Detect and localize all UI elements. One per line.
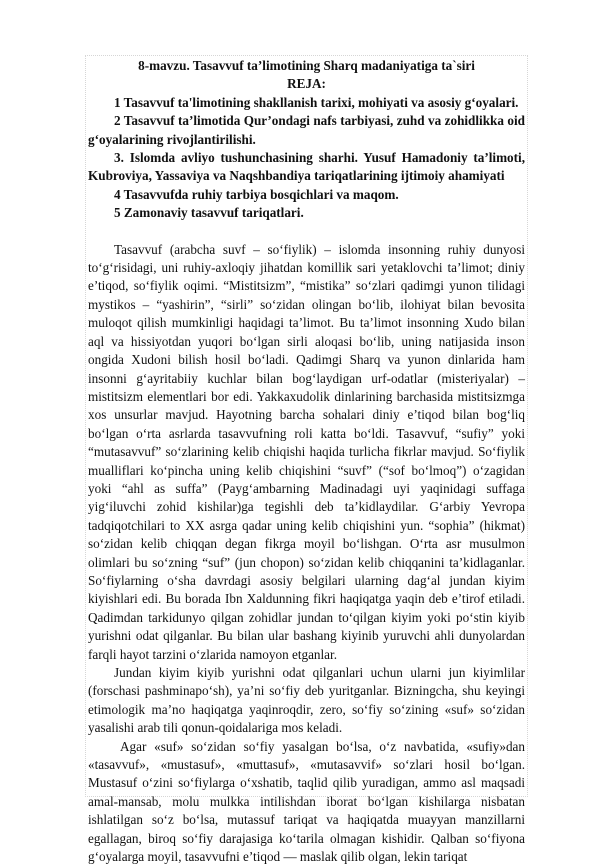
paragraph-2: Jundan kiyim kiyib yurishni odat qilganlari uchun ularni jun kiyimlilar (forschasi pashminapo‘sh), ya’ni so‘fiy deb yuritganlar. Bizningcha, shu keyingi etimologik ma’no haqiqatga yaqinroqdir, zero, so‘fiy so‘zining «suf» so‘zidan yasalishi arab tili qonun-qoidalariga mos keladi. xyxy=(88,665,525,736)
plan-item-3: 3. Islomda avliyo tushunchasining sharhi. Yusuf Hamadoniy ta’limoti, Kubroviya, Yassaviya va Naqshbandiya tariqatlarining ijtimoiy ahamiyati xyxy=(88,150,525,184)
plan-item-5: 5 Zamonaviy tasavvuf tariqatlari. xyxy=(114,205,304,221)
document-body xyxy=(88,57,525,866)
paragraph-3: Agar «suf» so‘zidan so‘fiy yasalgan bo‘lsa, o‘z navbatida, «sufiy»dan «tasavvuf», «mustasuf», «muttasuf», «mutasavvif» so‘zlari hosil bo‘lgan. Mustasuf o‘zini so‘fiylarga o‘xshatib, taqlid qilib yuradigan, ammo asl maqsadi amal-mansab, molu mulkka intilishdan iborat bo‘lgan kishilarga nisbatan ishlatilgan so‘z bo‘lsa, mutassuf tariqat va haqiqatda muayyan manzillarni egallagan, biroq so‘fiy darajasiga ko‘tarila olmagan kishidir. Qalban so‘fiyona g‘oyalarga moyil, tasavvufni e’tiqod — maslak qilib olgan, lekin tariqat xyxy=(88,738,525,865)
document-title: 8-mavzu. Tasavvuf ta’limotining Sharq madaniyatiga ta`siri xyxy=(138,58,475,73)
plan-item-4: 4 Tasavvufda ruhiy tarbiya bosqichlari va maqom. xyxy=(114,186,399,202)
blank-line xyxy=(88,223,525,241)
paragraph-1: Tasavvuf (arabcha suvf – so‘fiylik) – islomda insonning ruhiy dunyosi to‘g‘risidagi, uni ruhiy-axloqiy jihatdan komillik sari yetaklovchi ta’limot; diniy e’tiqod, so‘fiylik oqimi. “Mistitsizm”, “mistika” so‘zlari qadimgi yunon tilidagi mystikos – “yashirin”, “sirli” so‘zidan olingan bo‘lib, ilohiyat bilan bevosita muloqot qilish mumkinligi haqidagi ta’limot. Bu ta’limot insonning Xudo bilan aql va hissiyotdan yuqori bo‘lgan sirli aloqasi bo‘lib, uning natijasida inson ongida Xudoni bilish hosil bo‘ladi. Qadimgi Sharq va yunon dinlarida ham insonni g‘ayritabiiy kuchlar bilan bog‘laydigan urf-odatlar (misteriyalar) – mistitsizm elementlari bor edi. Yakkaxudolik dinlarining barchasida mistitsizmga xos unsurlar mavjud. Hayotning barcha sohalari diniy e’tiqod bilan bog‘liq bo‘lgan o‘rta asrlarda tasavvufning roli katta bo‘ldi. Tasavvuf, “sufiy” yoki “mutasavvuf” so‘zlarining kelib chiqishi haqida turlicha fikrlar mavjud. So‘fiylik mualliflari ko‘pincha uning kelib chiqishini “suvf” (“sof bo‘lmoq”) o‘zagidan yoki “ahl as suffa” (Payg‘ambarning Madinadagi uyi yaqinidagi suffaga yig‘iluvchi zohid kishilar)ga tegishli deb ta’kidlaydilar. G‘arbiy Yevropa tadqiqotchilari to XX asrga qadar uning kelib chiqishini yun. “sophia” (hikmat) so‘zidan kelib chiqqan degan fikrga moyil bo‘lishgan. O‘rta asr musulmon olimlari bu so‘zning “suf” (jun chopon) so‘zidan kelib chiqqanini ta’kidlaganlar. So‘fiylarning o‘sha davrdagi asosiy belgilari ularning dag‘al jundan kiyim kiyishlari edi. Bu borada Ibn Xaldunning fikri haqiqatga yaqin deb e’tirof etiladi. Qadimdan tarkidunyo qilgan zohidlar jundan to‘qilgan kiyim yoki po‘stin kiyib yurishni odat qilganlar. Bu bilan ular bashang kiyinib yuruvchi ahli dunyolardan farqli hayot tarzini o‘zlarida namoyon etganlar. xyxy=(88,241,525,662)
plan-heading: REJA: xyxy=(287,76,326,92)
plan-item-1: 1 Tasavvuf ta'limotining shakllanish tarixi, mohiyati va asosiy g‘oyalari. xyxy=(114,94,519,110)
plan-item-2: 2 Tasavvuf ta’limotida Qur’ondagi nafs tarbiyasi, zuhd va zohidlikka oid g‘oyalarining rivojlantirilishi. xyxy=(88,113,525,147)
